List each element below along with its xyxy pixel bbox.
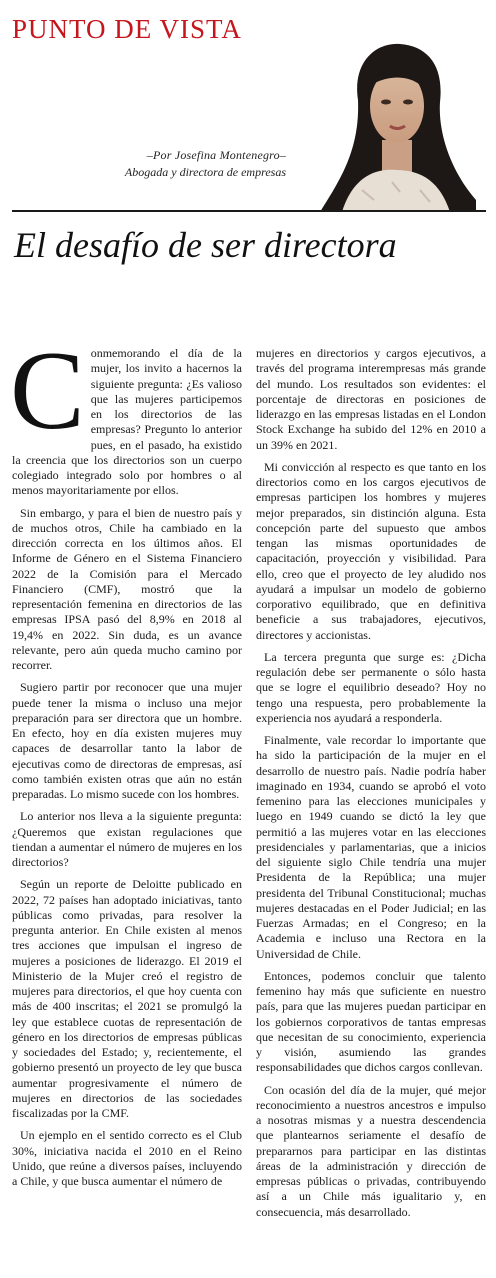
article-paragraph: Mi convicción al respecto es que tanto en los directorios como en los cargos ejecutivos de empresas participen los hombres y mujeres mejor preparados, sin distinción alguna. Esta concepción parte del supuesto que ambos tengan las mismas oportunidades de capacitación, proyección y visibilidad. Para ello, creo que el proyecto de ley aludido nos ayudará a impulsar un modelo de gobierno corporativo equilibrado, que en definitiva beneficie a sus trabajadores, ejecutivos, directores y accionistas. [256,459,486,642]
author-role: Abogada y directora de empresas [124,165,286,179]
article-paragraph: Entonces, podemos concluir que talento femenino hay más que suficiente en nuestro país, para que las mujeres puedan participar en los gobiernos corporativos de tantas empresas que necesitan de su conocimiento, experiencia y visión, asumiendo las grandes responsabilidades que dichos cargos conllevan. [256,968,486,1075]
article-paragraph [10,329,242,499]
drop-cap: C [10,329,85,453]
article-paragraph: Un ejemplo en el sentido correcto es el Club 30%, iniciativa nacida el 2010 en el Reino Unido, que reúne a diversos países, incluyendo a Chile, y que busca aumentar el número de [12,1128,242,1188]
article-paragraph: Con ocasión del día de la mujer, qué mejor reconocimiento a nuestros ancestros e impulso a nosotras mismas y a nuestra descendencia que plantearnos seriamente el desafío de prepararnos para participar en las distintas áreas de la administración y dirección de empresas públicas o privadas, contribuyendo así a un Chile más igualitario y, en consecuencia, más desarrollado. [256,1082,486,1219]
paragraph-text: onmemorando el día de la mujer, los invito a hacernos la siguiente pregunta: ¿Es valioso que las mujeres participemos en los directorios de las empresas? Pregunto lo anterior pues, en el pasado, ha existido la creencia que los directorios son un cuerpo colegiado integrado solo por hombres o al menos mayoritariamente por ellos. [12,346,242,498]
section-title: PUNTO DE VISTA [12,14,242,44]
article-paragraph: Lo anterior nos lleva a la siguiente pregunta: ¿Queremos que existan regulaciones que tiendan a aumentar el número de mujeres en los directorios? [12,809,242,869]
header-divider [12,210,486,212]
author-photo [300,40,480,212]
article-paragraph: Sugiero partir por reconocer que una mujer puede tener la misma o incluso una mejor preparación para ser directora que un hombre. En efecto, hoy en día existen mujeres muy capaces de desarrollar tanto la labor de ejecutivas como de directoras de empresas, así como también existen otras que aún no están preparadas. Lo mismo sucede con los hombres. [12,680,242,801]
article-paragraph: La tercera pregunta que surge es: ¿Dicha regulación debe ser permanente o sólo hasta que se logre el equilibrio deseado? Hoy no tengo una respuesta, pero probablemente la experiencia nos ayudará a responderla. [256,649,486,725]
article-paragraph: Según un reporte de Deloitte publicado en 2022, 72 países han adoptado iniciativas, tanto públicas como privadas, para resolver la pregunta anterior. En Chile existen al menos tres acciones que impulsan el ingreso de mujeres a posiciones de liderazgo. El 2019 el Ministerio de la Mujer creó el registro de mujeres para directorios, el que hoy cuenta con más de 400 inscritas; el 2021 se promulgó la ley que establece cuotas de representación de género en los directorios de empresas públicas y sociedades del Estado; y, recientemente, el gobierno presentó un proyecto de ley que busca aumentar progresivamente el número de mujeres en directorios de las sociedades fiscalizadas por la CMF. [12,877,242,1120]
article-column-left [10,329,242,1196]
author-byline: –Por Josefina Montenegro– [146,148,286,162]
article-paragraph: Sin embargo, y para el bien de nuestro país y de muchos otros, Chile ha cambiado en la dirección correcta en los últimos años. El Informe de Género en el Sistema Financiero 2022 de la Comisión para el Mercado Financiero (CMF), mostró que la representación femenina en directorios de las empresas IPSA pasó del 8,9% en 2018 al 19,4% en 2022. Sin duda, es un avance relevante, pero aún queda mucho camino por recorrer. [12,505,242,672]
article-paragraph: Finalmente, vale recordar lo importante que ha sido la participación de la mujer en el desarrollo de nuestro país. Nadie podría haber imaginado en 1934, cuando se aprobó el voto femenino para las elecciones municipales y luego en 1949 cuando se dictó la ley que permitió a las mujeres votar en las elecciones presidenciales y parlamentarias, que a inicios del siguiente siglo Chile tendría una mujer Presidenta de la República; una mujer presidenta del Tribunal Constitucional; muchas mujeres destacadas en el Poder Judicial; en las Fuerzas Armadas; en el Congreso; en la Academia e incluso una Rectora en la Universidad de Chile. [256,733,486,961]
article-column-right [256,346,486,1227]
article-headline: El desafío de ser directora [14,225,397,265]
article-paragraph: mujeres en directorios y cargos ejecutivos, a través del programa interempresas más grande del mundo. Los resultados son evidentes: el porcentaje de directoras en posiciones de liderazgo en las empresas listadas en el London Stock Exchange ha subido del 12% en 2010 a un 39% en 2021. [256,346,486,452]
author-portrait-image [300,40,480,212]
